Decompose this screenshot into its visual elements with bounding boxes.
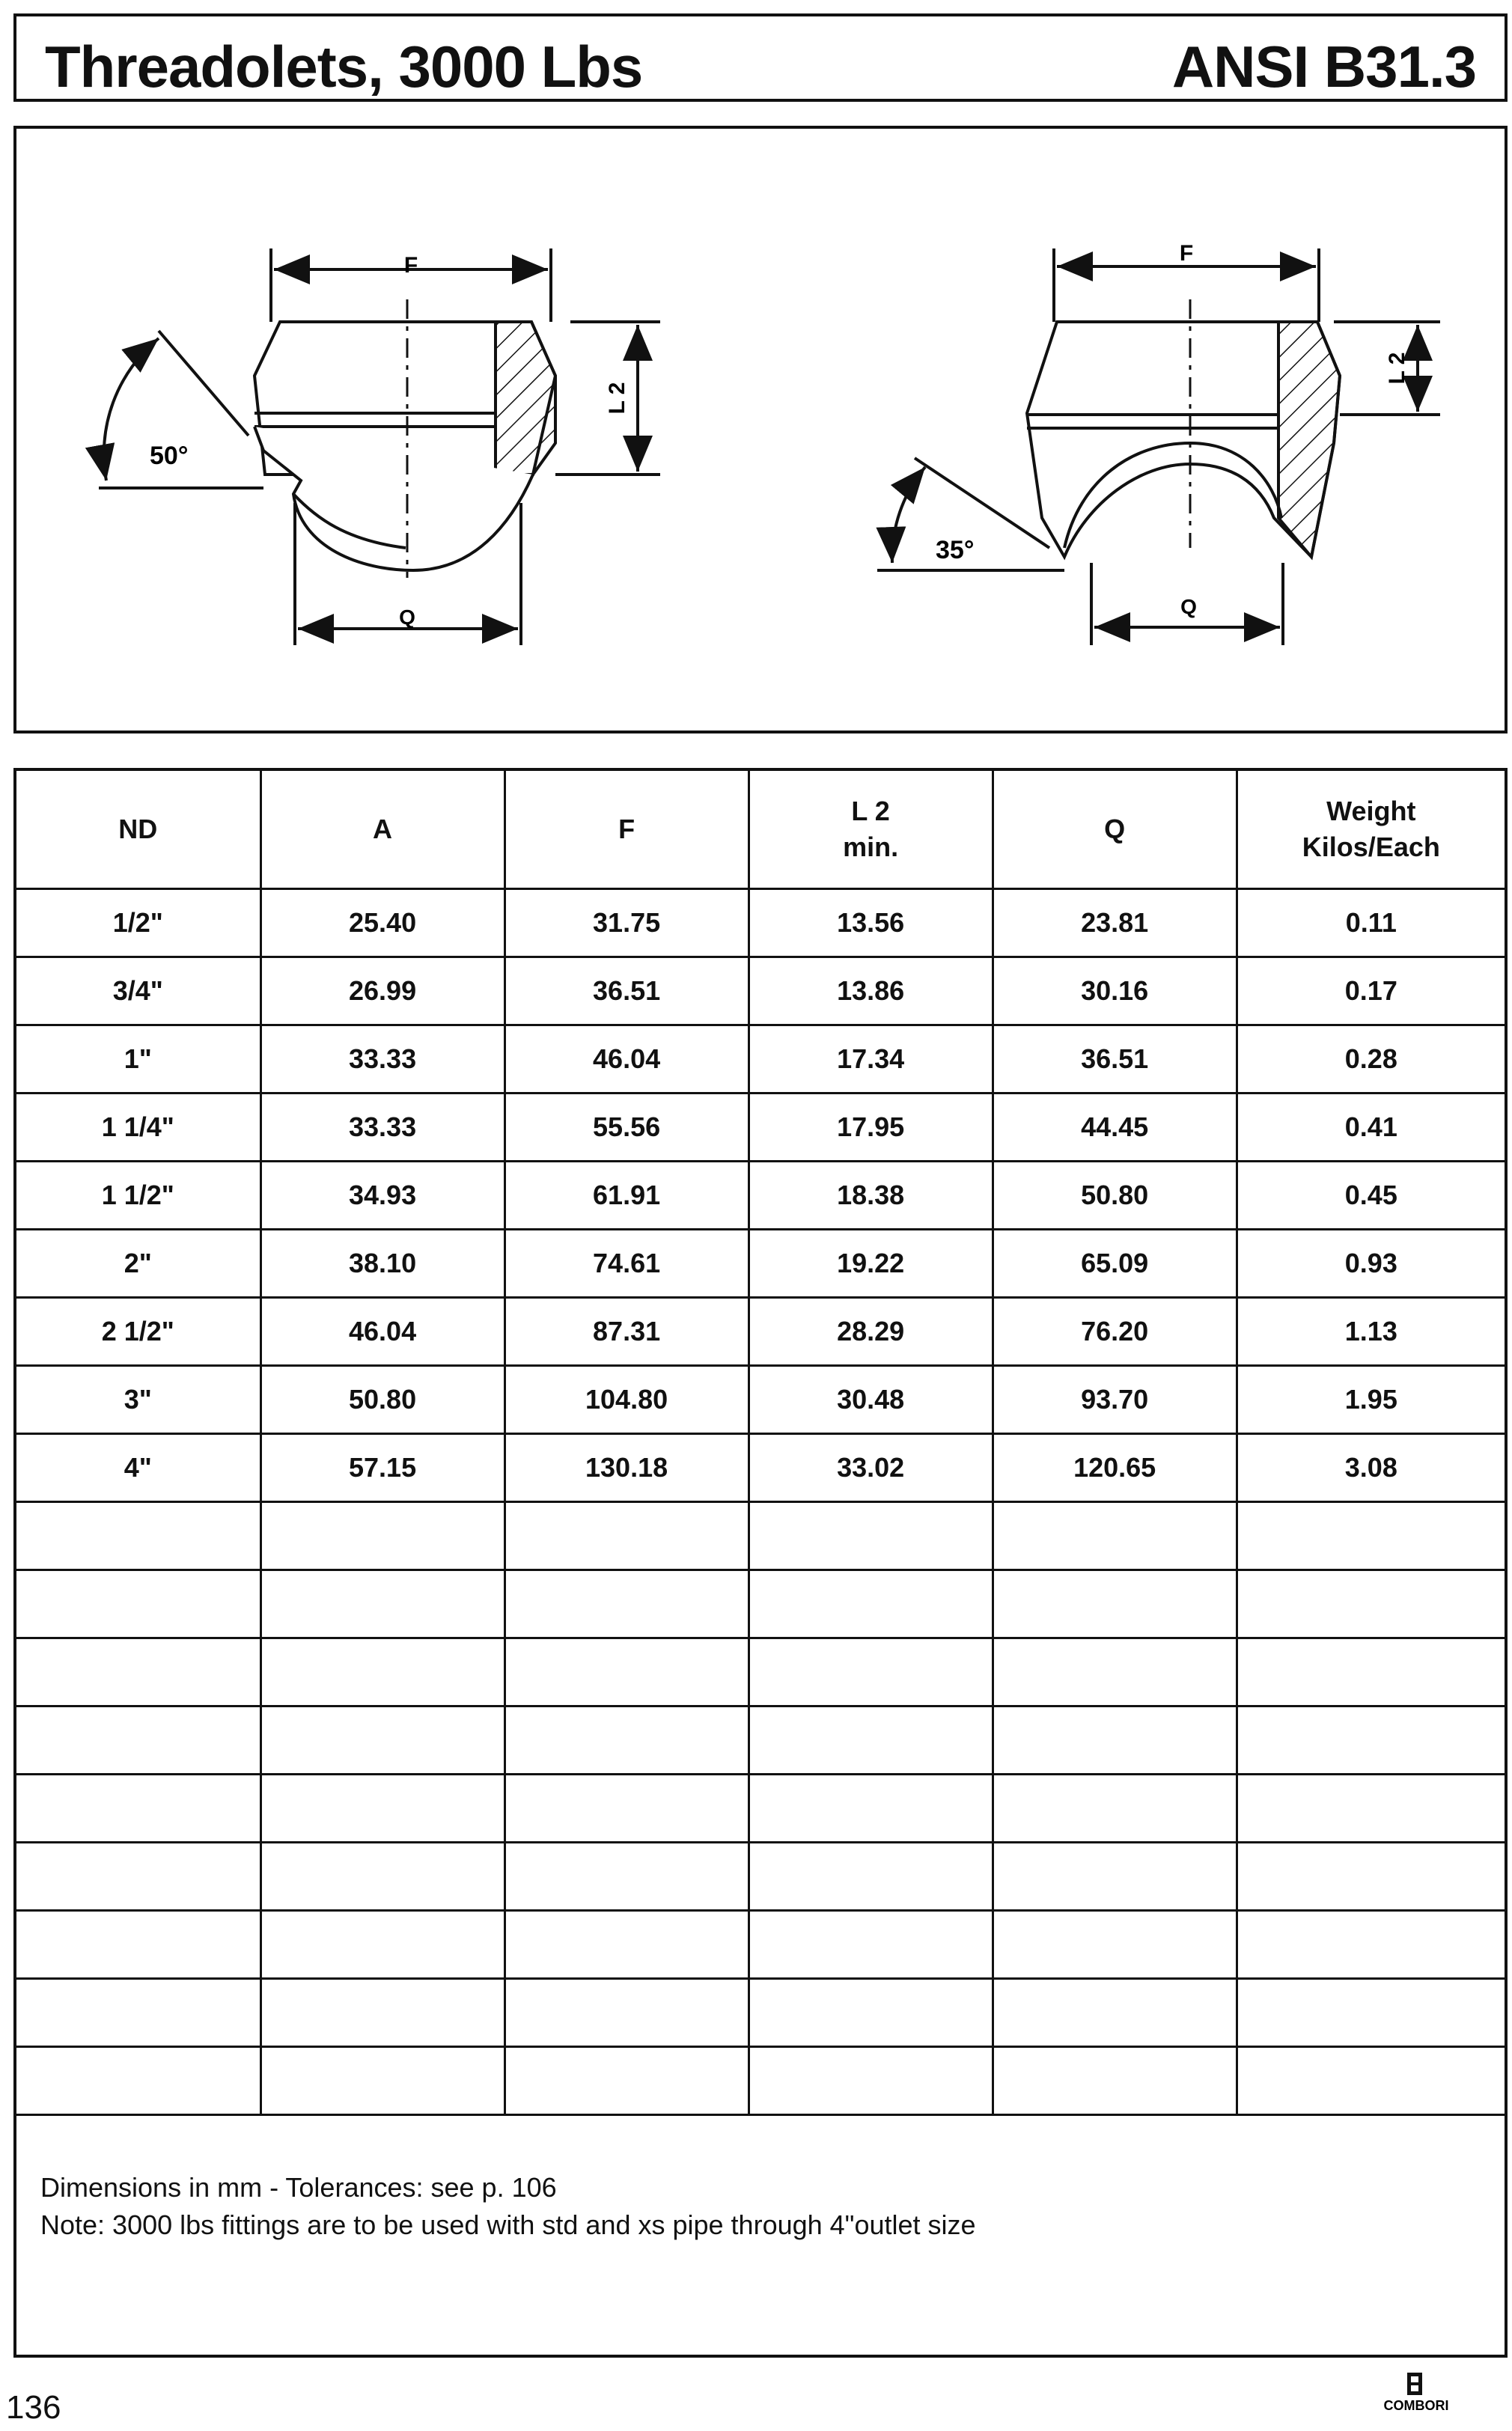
empty-table-cell (504, 2047, 749, 2115)
table-cell: 50.80 (993, 1162, 1237, 1230)
empty-table-cell (749, 1911, 993, 1979)
empty-table-cell (16, 1911, 260, 1979)
empty-table-cell (749, 1706, 993, 1775)
empty-table-cell (16, 2047, 260, 2115)
table-cell: 0.28 (1237, 1025, 1505, 1094)
empty-table-row (16, 1706, 1505, 1775)
column-header (504, 771, 749, 889)
table-cell: 30.48 (749, 1366, 993, 1434)
table-cell: 36.51 (504, 957, 749, 1025)
table-cell: 1.95 (1237, 1366, 1505, 1434)
table-row (16, 1094, 1505, 1162)
empty-table-cell (749, 1979, 993, 2047)
table-cell: 120.65 (993, 1434, 1237, 1502)
table-cell: 34.93 (260, 1162, 504, 1230)
table-cell: 1.13 (1237, 1298, 1505, 1366)
table-cell: 33.02 (749, 1434, 993, 1502)
standard-label: ANSI B31.3 (1171, 34, 1476, 100)
table-cell: 1 1/2" (16, 1162, 260, 1230)
threadolet-diagrams (16, 129, 1505, 730)
table-cell: 19.22 (749, 1230, 993, 1298)
table-cell: 1/2" (16, 889, 260, 957)
empty-table-row (16, 1502, 1505, 1570)
table-cell: 4" (16, 1434, 260, 1502)
table-cell: 0.17 (1237, 957, 1505, 1025)
right-angle-label: 35° (936, 536, 975, 564)
right-q-label: Q (1180, 595, 1197, 618)
table-cell: 13.86 (749, 957, 993, 1025)
table-cell: 44.45 (993, 1094, 1237, 1162)
empty-table-cell (1237, 1638, 1505, 1706)
combori-logo-icon (1371, 2371, 1461, 2416)
table-cell: 2 1/2" (16, 1298, 260, 1366)
table-cell: 18.38 (749, 1162, 993, 1230)
empty-table-cell (993, 1502, 1237, 1570)
table-row (16, 1298, 1505, 1366)
empty-table-cell (16, 1706, 260, 1775)
empty-table-cell (504, 1775, 749, 1843)
table-cell: 28.29 (749, 1298, 993, 1366)
empty-table-cell (260, 1911, 504, 1979)
empty-table-cell (16, 1979, 260, 2047)
empty-table-cell (1237, 2047, 1505, 2115)
empty-table-cell (993, 1775, 1237, 1843)
empty-table-cell (1237, 1570, 1505, 1638)
empty-table-cell (504, 1911, 749, 1979)
empty-table-cell (260, 1979, 504, 2047)
empty-table-cell (993, 1979, 1237, 2047)
table-body (16, 889, 1505, 2115)
empty-table-row (16, 1979, 1505, 2047)
empty-table-cell (1237, 1706, 1505, 1775)
publisher-logo (1371, 2371, 1461, 2416)
empty-table-cell (16, 1502, 260, 1570)
table-cell: 17.95 (749, 1094, 993, 1162)
empty-table-row (16, 1775, 1505, 1843)
table-cell: 36.51 (993, 1025, 1237, 1094)
empty-table-row (16, 1911, 1505, 1979)
publisher-name: COMBORI (1383, 2398, 1449, 2413)
table-cell: 104.80 (504, 1366, 749, 1434)
left-angle-label: 50° (150, 442, 189, 470)
column-header (16, 771, 260, 889)
table-cell: 46.04 (504, 1025, 749, 1094)
column-header (749, 771, 993, 889)
empty-table-cell (260, 1775, 504, 1843)
empty-table-cell (993, 1638, 1237, 1706)
column-header-label: Q (1104, 814, 1126, 844)
table-cell: 0.45 (1237, 1162, 1505, 1230)
table-cell: 87.31 (504, 1298, 749, 1366)
column-header-label: A (373, 814, 393, 844)
table-cell: 93.70 (993, 1366, 1237, 1434)
table-cell: 25.40 (260, 889, 504, 957)
empty-table-cell (993, 1911, 1237, 1979)
technical-drawing (13, 126, 1508, 733)
empty-table-cell (749, 1570, 993, 1638)
table-cell: 26.99 (260, 957, 504, 1025)
page-title: Threadolets, 3000 Lbs (45, 34, 643, 100)
table-row (16, 1230, 1505, 1298)
empty-table-cell (504, 1638, 749, 1706)
table-row (16, 957, 1505, 1025)
table-cell: 3" (16, 1366, 260, 1434)
table-cell: 33.33 (260, 1025, 504, 1094)
empty-table-cell (260, 1502, 504, 1570)
empty-table-cell (749, 1638, 993, 1706)
column-header-label: ND (118, 814, 158, 844)
empty-table-cell (260, 1706, 504, 1775)
empty-table-cell (260, 1843, 504, 1911)
table-cell: 23.81 (993, 889, 1237, 957)
column-header (260, 771, 504, 889)
table-cell: 76.20 (993, 1298, 1237, 1366)
table-cell: 2" (16, 1230, 260, 1298)
table-cell: 13.56 (749, 889, 993, 957)
empty-table-cell (1237, 1911, 1505, 1979)
empty-table-cell (16, 1775, 260, 1843)
table-cell: 0.93 (1237, 1230, 1505, 1298)
table-cell: 130.18 (504, 1434, 749, 1502)
column-header-label: F (618, 814, 635, 844)
right-l2-label: L 2 (1385, 352, 1409, 385)
table-cell: 74.61 (504, 1230, 749, 1298)
empty-table-cell (16, 1570, 260, 1638)
left-q-label: Q (399, 606, 415, 629)
table-cell: 55.56 (504, 1094, 749, 1162)
table-cell: 3.08 (1237, 1434, 1505, 1502)
table-cell: 65.09 (993, 1230, 1237, 1298)
table-cell: 17.34 (749, 1025, 993, 1094)
table-cell: 0.11 (1237, 889, 1505, 957)
empty-table-cell (16, 1843, 260, 1911)
table-row (16, 889, 1505, 957)
empty-table-cell (504, 1979, 749, 2047)
column-header-sublabel: Kilos/Each (1302, 832, 1440, 862)
empty-table-cell (16, 1638, 260, 1706)
dimensions-table-frame (13, 768, 1508, 2358)
empty-table-cell (993, 1570, 1237, 1638)
table-row (16, 1434, 1505, 1502)
empty-table-cell (749, 1843, 993, 1911)
empty-table-row (16, 1570, 1505, 1638)
table-cell: 50.80 (260, 1366, 504, 1434)
table-cell: 1" (16, 1025, 260, 1094)
table-cell: 3/4" (16, 957, 260, 1025)
column-header (993, 771, 1237, 889)
empty-table-cell (504, 1706, 749, 1775)
left-f-label: F (403, 253, 418, 278)
empty-table-cell (993, 1843, 1237, 1911)
table-cell: 38.10 (260, 1230, 504, 1298)
empty-table-cell (504, 1502, 749, 1570)
empty-table-cell (504, 1570, 749, 1638)
empty-table-cell (260, 1638, 504, 1706)
notes-usage: Note: 3000 lbs fittings are to be used with std and xs pipe through 4"outlet size (40, 2209, 976, 2240)
dimensions-table (16, 771, 1505, 2116)
empty-table-cell (1237, 1775, 1505, 1843)
table-header-row (16, 771, 1505, 889)
empty-table-cell (749, 1502, 993, 1570)
column-header (1237, 771, 1505, 889)
table-cell: 61.91 (504, 1162, 749, 1230)
empty-table-row (16, 1638, 1505, 1706)
empty-table-cell (260, 2047, 504, 2115)
empty-table-row (16, 2047, 1505, 2115)
page-header (13, 13, 1508, 102)
notes-dimensions: Dimensions in mm - Tolerances: see p. 106 (40, 2172, 557, 2203)
empty-table-cell (1237, 1979, 1505, 2047)
column-header-label: Weight (1326, 796, 1416, 826)
empty-table-cell (749, 2047, 993, 2115)
table-cell: 57.15 (260, 1434, 504, 1502)
right-threadolet-diagram (877, 248, 1440, 645)
empty-table-cell (504, 1843, 749, 1911)
column-header-label: L 2 (851, 796, 890, 826)
empty-table-cell (749, 1775, 993, 1843)
left-l2-label: L 2 (605, 382, 630, 415)
column-header-sublabel: min. (843, 832, 899, 862)
page-number: 136 (6, 2389, 61, 2426)
table-cell: 30.16 (993, 957, 1237, 1025)
empty-table-cell (993, 1706, 1237, 1775)
table-notes (40, 2169, 976, 2244)
right-f-label: F (1179, 241, 1194, 266)
empty-table-cell (1237, 1502, 1505, 1570)
empty-table-cell (993, 2047, 1237, 2115)
table-row (16, 1366, 1505, 1434)
table-row (16, 1162, 1505, 1230)
table-cell: 46.04 (260, 1298, 504, 1366)
table-cell: 1 1/4" (16, 1094, 260, 1162)
table-cell: 0.41 (1237, 1094, 1505, 1162)
table-cell: 31.75 (504, 889, 749, 957)
empty-table-cell (260, 1570, 504, 1638)
empty-table-row (16, 1843, 1505, 1911)
table-cell: 33.33 (260, 1094, 504, 1162)
table-row (16, 1025, 1505, 1094)
empty-table-cell (1237, 1843, 1505, 1911)
